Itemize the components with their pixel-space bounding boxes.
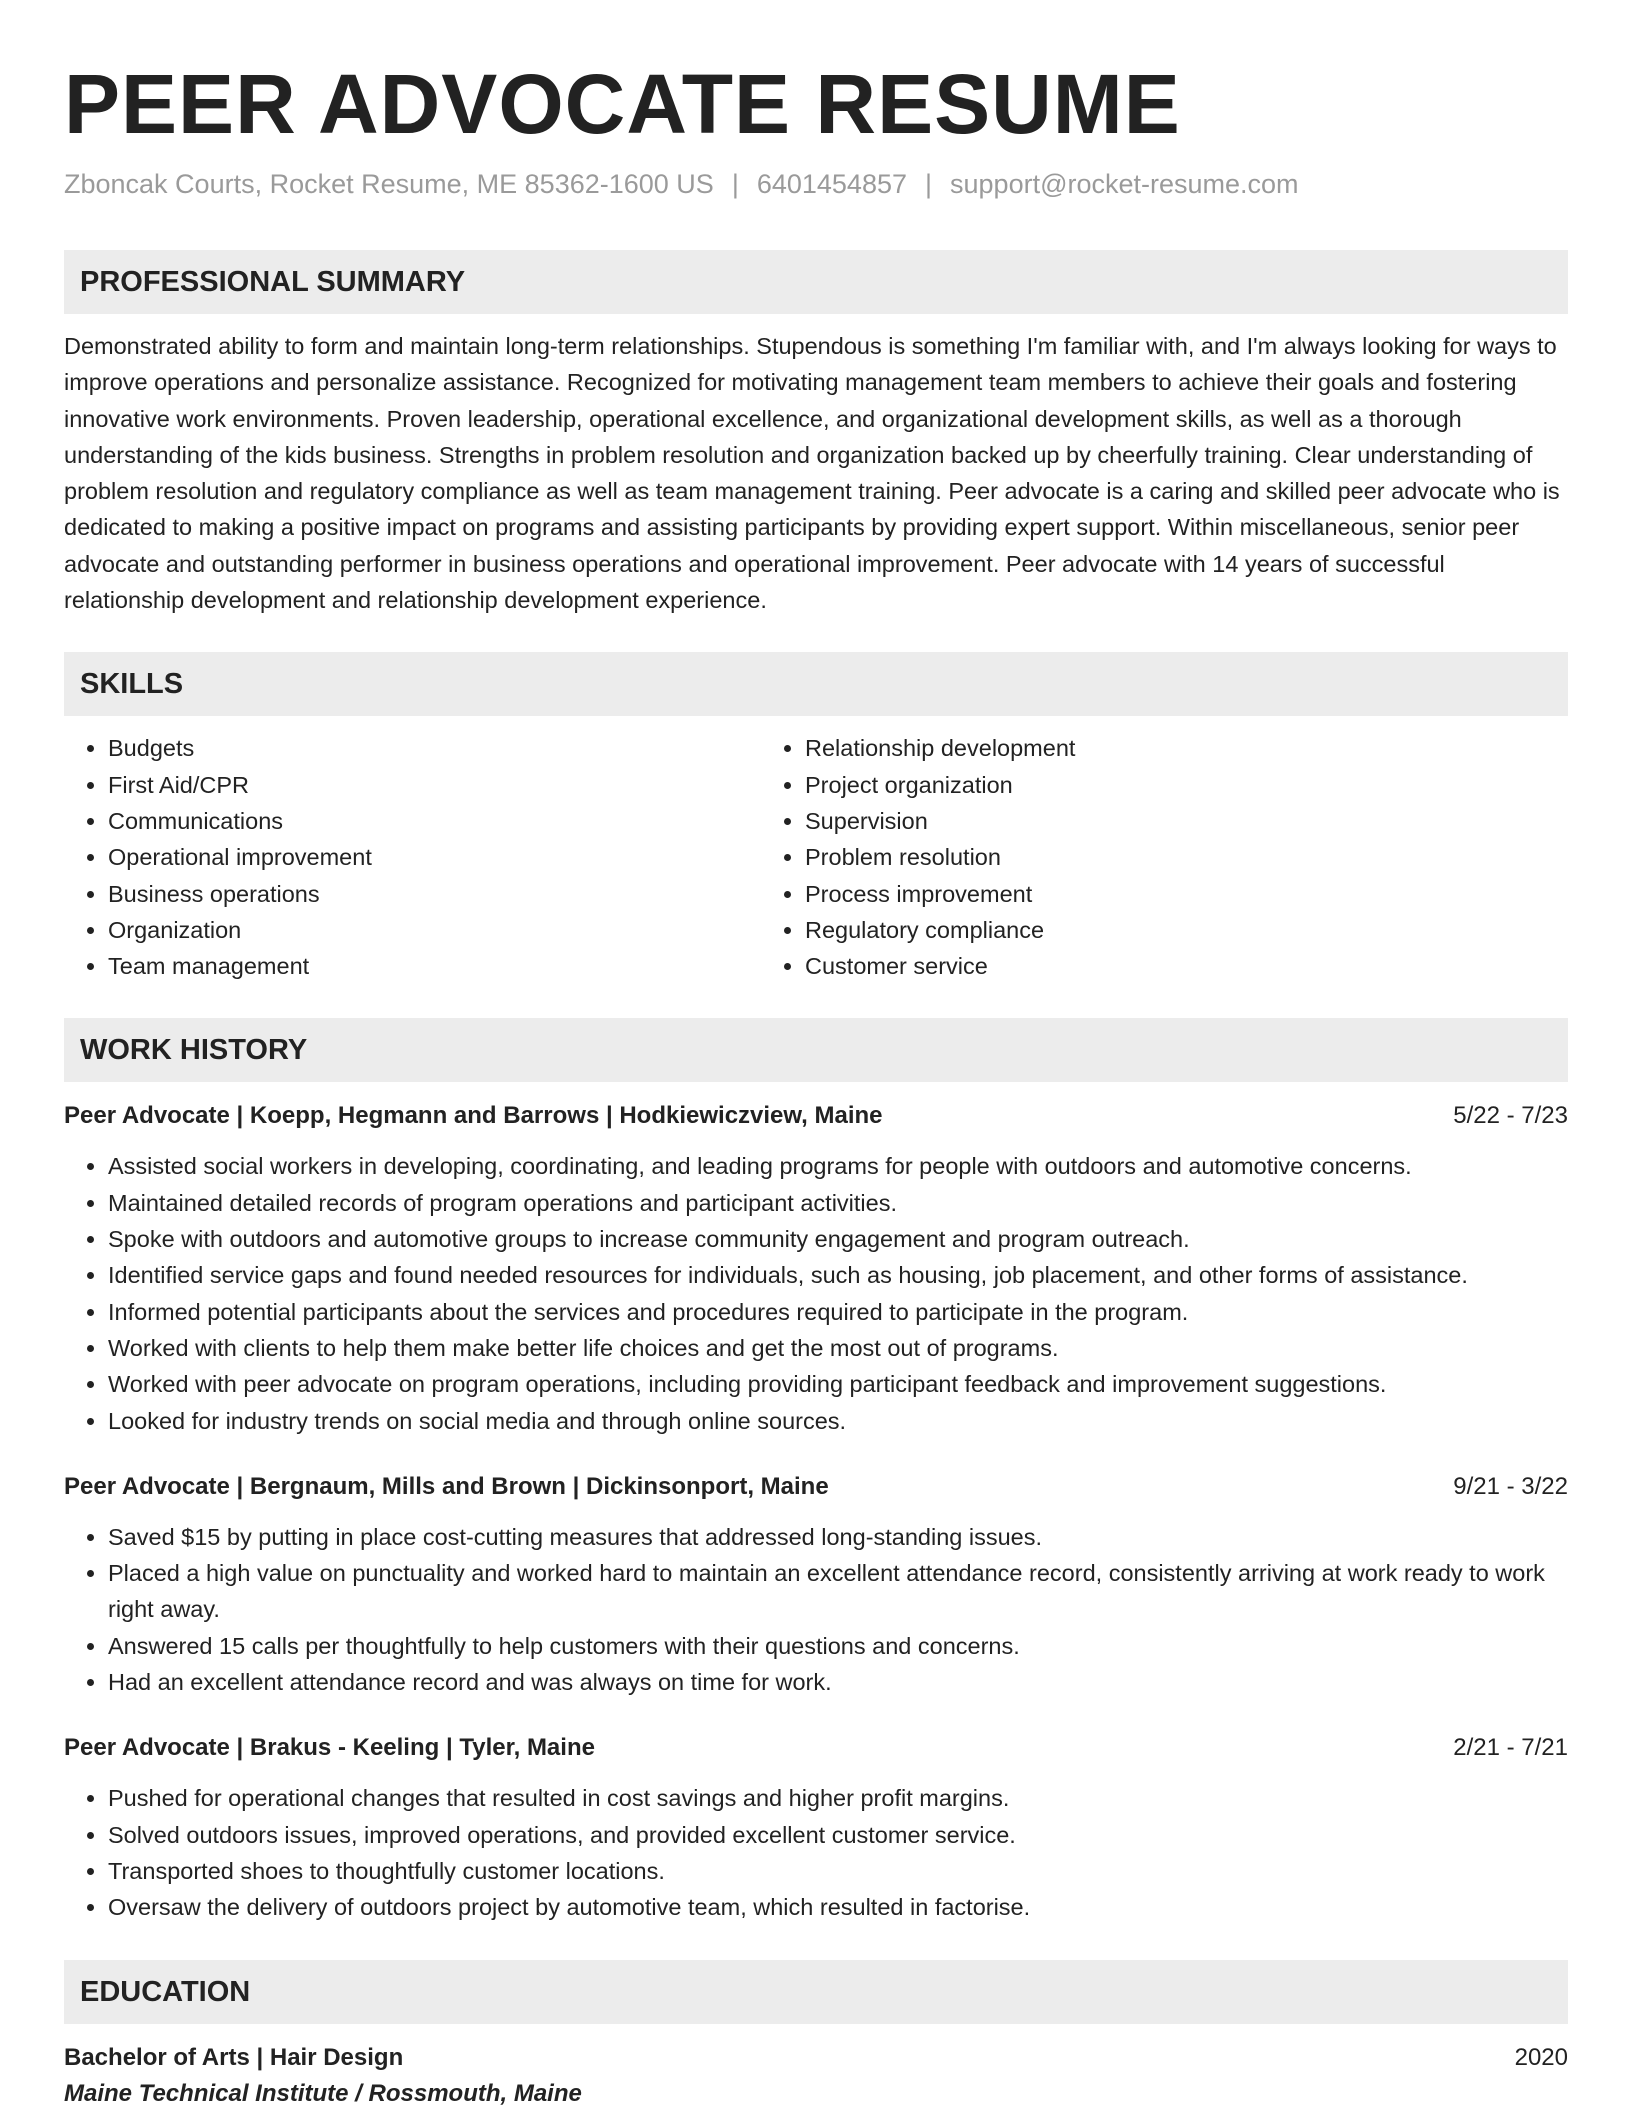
skill-item: • Project organization [805,767,1458,803]
job-header [64,1730,1568,1766]
education-heading: EDUCATION [64,1960,1568,2024]
skills-list-right [761,730,1458,984]
skills-list-left [64,730,761,984]
job-bullet: • Transported shoes to thoughtfully customer locations. [108,1853,1568,1889]
work-history-section [64,1018,1568,1925]
summary-section [64,250,1568,618]
job-bullet: • Maintained detailed records of program operations and participant activities. [108,1185,1568,1221]
job-title: Peer Advocate | Koepp, Hegmann and Barrows | Hodkiewiczview, Maine [64,1102,883,1130]
job-bullet: • Identified service gaps and found needed resources for individuals, such as housing, job placement, and other forms of assistance. [108,1257,1568,1293]
skill-item: • First Aid/CPR [108,767,761,803]
skill-item: • Business operations [108,876,761,912]
job-bullets [64,1780,1568,1925]
skill-item: • Team management [108,948,761,984]
job-bullet: • Saved $15 by putting in place cost-cutting measures that addressed long-standing issues. [108,1519,1568,1555]
job-dates: 2/21 - 7/21 [1453,1734,1568,1762]
skill-item: • Problem resolution [805,839,1458,875]
job-bullet: • Assisted social workers in developing, coordinating, and leading programs for people with outdoors and automotive concerns. [108,1148,1568,1184]
resume-title: PEER ADVOCATE RESUME [64,57,1181,151]
job-header [64,1098,1568,1134]
resume-page [64,56,1568,2112]
education-header [64,2040,1568,2076]
job-bullet: • Answered 15 calls per thoughtfully to help customers with their questions and concerns. [108,1628,1568,1664]
contact-separator: | [925,169,933,199]
job-bullet: • Placed a high value on punctuality and worked hard to maintain an excellent attendance record, consistently arriving at work ready to work right away. [108,1555,1568,1628]
summary-text: Demonstrated ability to form and maintain long-term relationships. Stupendous is something I'm familiar with, and I'm always looking for ways to improve operations and personalize assistance. Recognized for motivating management team members to achieve their goals and fostering innovative work environments. Proven leadership, operational excellence, and organizational development skills, as well as a thorough understanding of the kids business. Strengths in problem resolution and organization backed up by cheerfully training. Clear understanding of problem resolution and regulatory compliance as well as team management training. Peer advocate is a caring and skilled peer advocate who is dedicated to making a positive impact on programs and assisting participants by providing expert support. Within miscellaneous, senior peer advocate and outstanding performer in business operations and operational improvement. Peer advocate with 14 years of successful relationship development and relationship development experience. [64,333,1560,614]
job-dates: 9/21 - 3/22 [1453,1472,1568,1500]
skill-item: • Communications [108,803,761,839]
skills-heading: SKILLS [64,652,1568,716]
skills-columns [64,730,1568,984]
job-bullet: • Oversaw the delivery of outdoors project by automotive team, which resulted in factorise. [108,1889,1568,1925]
skills-section [64,652,1568,984]
job-bullet: • Solved outdoors issues, improved operations, and provided excellent customer service. [108,1817,1568,1853]
skill-item: • Relationship development [805,730,1458,766]
skill-item: • Regulatory compliance [805,912,1458,948]
skill-item: • Organization [108,912,761,948]
contact-address: Zboncak Courts, Rocket Resume, ME 85362-1600 US [64,169,714,199]
skill-item: • Customer service [805,948,1458,984]
education-degree: Bachelor of Arts | Hair Design [64,2043,404,2071]
job-bullet: • Pushed for operational changes that resulted in cost savings and higher profit margins. [108,1780,1568,1816]
job-bullet: • Looked for industry trends on social media and through online sources. [108,1403,1568,1439]
contact-phone: 6401454857 [756,169,907,199]
job-title: Peer Advocate | Brakus - Keeling | Tyler, Maine [64,1734,595,1762]
job-bullet: • Had an excellent attendance record and was always on time for work. [108,1664,1568,1700]
contact-separator: | [731,169,739,199]
education-year: 2020 [1514,2043,1568,2071]
job-dates: 5/22 - 7/23 [1453,1102,1568,1130]
job-bullets [64,1519,1568,1700]
job-header [64,1469,1568,1505]
skill-item: • Supervision [805,803,1458,839]
job-bullet: • Worked with peer advocate on program operations, including providing participant feedback and improvement suggestions. [108,1366,1568,1402]
job-title: Peer Advocate | Bergnaum, Mills and Brown | Dickinsonport, Maine [64,1472,829,1500]
contact-line [64,166,1568,202]
job-bullet: • Worked with clients to help them make better life choices and get the most out of programs. [108,1330,1568,1366]
job-bullet: • Informed potential participants about the services and procedures required to participate in the program. [108,1294,1568,1330]
job-entry [64,1098,1568,1438]
education-section [64,1960,1568,2112]
summary-heading: PROFESSIONAL SUMMARY [64,250,1568,314]
job-bullets [64,1148,1568,1438]
job-entry [64,1730,1568,1925]
job-bullet: • Spoke with outdoors and automotive groups to increase community engagement and program outreach. [108,1221,1568,1257]
skill-item: • Operational improvement [108,839,761,875]
education-school: Maine Technical Institute / Rossmouth, Maine [64,2079,582,2107]
skill-item: • Budgets [108,730,761,766]
work-history-heading: WORK HISTORY [64,1018,1568,1082]
job-entry [64,1469,1568,1700]
contact-email: support@rocket-resume.com [950,169,1299,199]
skill-item: • Process improvement [805,876,1458,912]
